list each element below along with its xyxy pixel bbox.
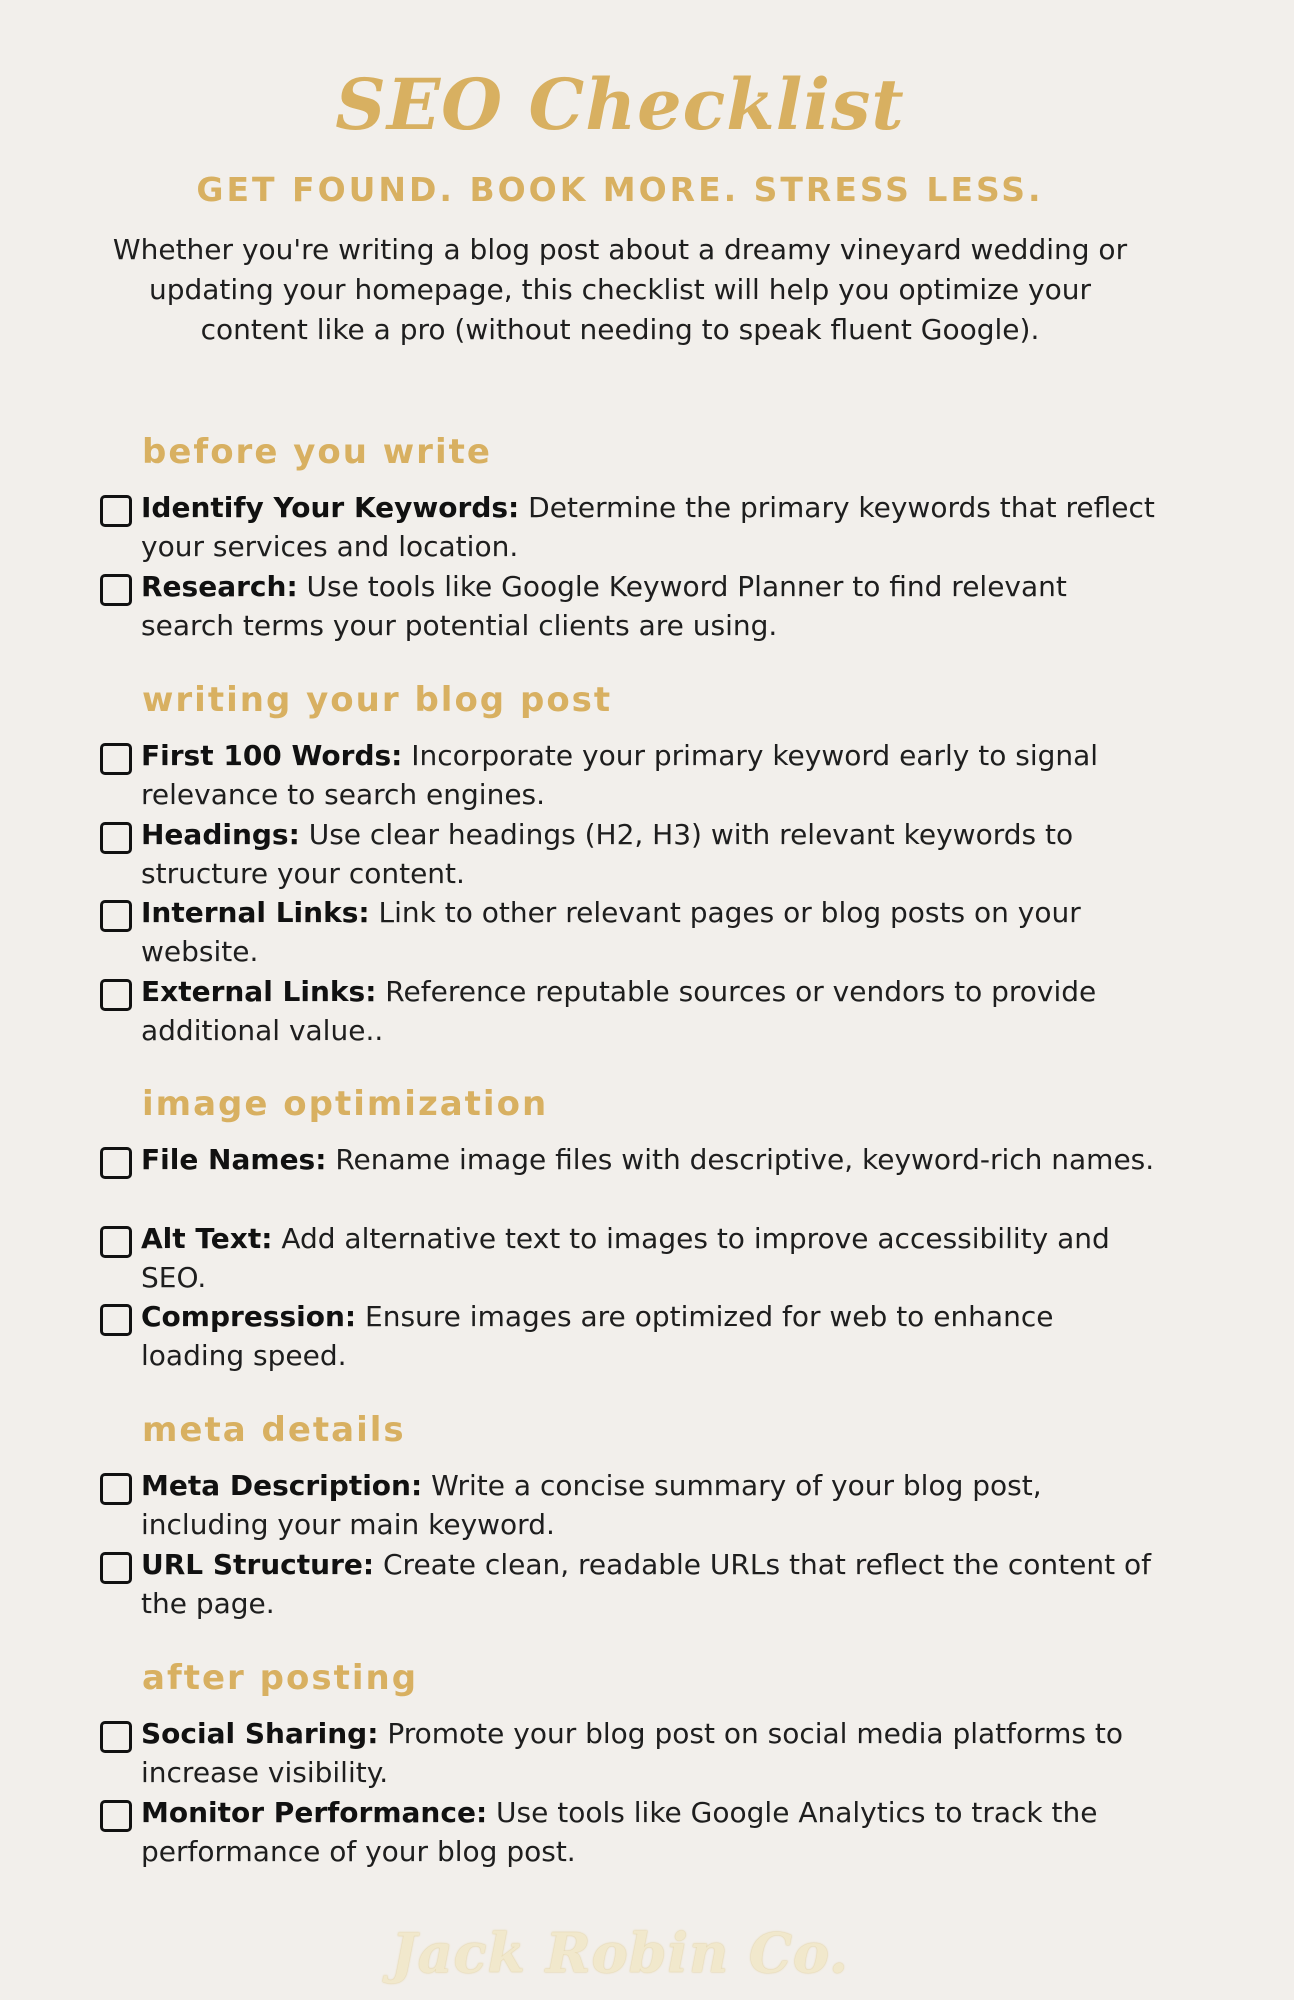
checklist-item-file-names bbox=[100, 1140, 1160, 1179]
checklist-item-description: Ensure images are optimized for web to enhance loading speed. bbox=[141, 1300, 1054, 1372]
checklist-item-label: Monitor Performance: bbox=[141, 1796, 488, 1829]
checklist-item-label: File Names: bbox=[141, 1143, 327, 1176]
checklist-item-text bbox=[141, 488, 1160, 566]
checklist-item-label: Internal Links: bbox=[141, 896, 370, 929]
checkbox[interactable] bbox=[100, 495, 132, 527]
checklist-item-label: Social Sharing: bbox=[141, 1717, 379, 1750]
checklist-item-text bbox=[141, 1140, 1160, 1179]
checklist-item-text bbox=[141, 893, 1160, 971]
checklist-item-label: Alt Text: bbox=[141, 1222, 273, 1255]
section-heading-meta-details: meta details bbox=[142, 1410, 406, 1450]
section-heading-writing-your-blog-post: writing your blog post bbox=[142, 680, 613, 720]
checklist-item-text bbox=[141, 567, 1160, 645]
section-heading-after-posting: after posting bbox=[142, 1658, 419, 1698]
page-title: SEO Checklist bbox=[335, 63, 905, 146]
checklist-item-meta-description bbox=[100, 1466, 1160, 1544]
checkbox[interactable] bbox=[100, 1226, 132, 1258]
checklist-item-description: Link to other relevant pages or blog posts on your website. bbox=[141, 896, 1081, 968]
checklist-item-label: Headings: bbox=[141, 818, 300, 851]
checklist-item-text bbox=[141, 1466, 1160, 1544]
checklist-item-text bbox=[141, 1714, 1160, 1792]
tagline: GET FOUND. BOOK MORE. STRESS LESS. bbox=[196, 170, 1044, 209]
checklist-item-external-links bbox=[100, 972, 1160, 1050]
checklist-item-alt-text bbox=[100, 1219, 1160, 1297]
checklist-item-label: URL Structure: bbox=[141, 1548, 375, 1581]
checklist-item-description: Use clear headings (H2, H3) with relevant keywords to structure your content. bbox=[141, 818, 1074, 890]
checkbox[interactable] bbox=[100, 574, 132, 606]
checklist-item-compression bbox=[100, 1297, 1160, 1375]
checkbox[interactable] bbox=[100, 743, 132, 775]
checklist-item-description: Determine the primary keywords that reflect your services and location. bbox=[141, 491, 1155, 563]
checklist-item-label: First 100 Words: bbox=[141, 739, 403, 772]
section-heading-before-you-write: before you write bbox=[142, 432, 492, 472]
checklist-item-label: Compression: bbox=[141, 1300, 357, 1333]
checklist-item-label: Identify Your Keywords: bbox=[141, 491, 520, 524]
brand-logo-text: Jack Robin Co. bbox=[391, 1921, 849, 1985]
checklist-item-text bbox=[141, 815, 1160, 893]
checkbox[interactable] bbox=[100, 822, 132, 854]
checklist-item-internal-links bbox=[100, 893, 1160, 971]
checklist-item-social-sharing bbox=[100, 1714, 1160, 1792]
checklist-item-research bbox=[100, 567, 1160, 645]
checklist-item-identify-keywords bbox=[100, 488, 1160, 566]
checkbox[interactable] bbox=[100, 979, 132, 1011]
checkbox[interactable] bbox=[100, 1552, 132, 1584]
checkbox[interactable] bbox=[100, 900, 132, 932]
checklist-item-text bbox=[141, 1545, 1160, 1623]
checklist-item-description: Reference reputable sources or vendors to provide additional value.. bbox=[141, 975, 1097, 1047]
checklist-item-description: Rename image files with descriptive, keyword-rich names. bbox=[326, 1143, 1155, 1176]
checkbox[interactable] bbox=[100, 1304, 132, 1336]
checklist-item-description: Incorporate your primary keyword early to signal relevance to search engines. bbox=[141, 739, 1099, 811]
checklist-item-text bbox=[141, 1219, 1160, 1297]
checklist-item-description: Promote your blog post on social media platforms to increase visibility. bbox=[141, 1717, 1124, 1789]
checklist-item-label: External Links: bbox=[141, 975, 377, 1008]
checklist-item-headings bbox=[100, 815, 1160, 893]
checkbox[interactable] bbox=[100, 1147, 132, 1179]
checklist-item-url-structure bbox=[100, 1545, 1160, 1623]
checklist-item-text bbox=[141, 972, 1160, 1050]
checkbox[interactable] bbox=[100, 1721, 132, 1753]
checklist-item-monitor-performance bbox=[100, 1793, 1160, 1871]
checklist-item-description: Use tools like Google Analytics to track the performance of your blog post. bbox=[141, 1796, 1098, 1868]
intro-paragraph: Whether you're writing a blog post about a dreamy vineyard wedding or updating your homepage, this checklist will help you optimize your content like a pro (without needing to speak fluent Google). bbox=[112, 233, 1128, 346]
checkbox[interactable] bbox=[100, 1800, 132, 1832]
checklist-item-text bbox=[141, 1793, 1160, 1871]
checklist-item-text bbox=[141, 736, 1160, 814]
checklist-item-label: Meta Description: bbox=[141, 1469, 423, 1502]
checklist-item-description: Create clean, readable URLs that reflect the content of the page. bbox=[141, 1548, 1151, 1620]
checklist-item-description: Add alternative text to images to improve accessibility and SEO. bbox=[141, 1222, 1110, 1294]
checklist-item-description: Use tools like Google Keyword Planner to find relevant search terms your potential clients are using. bbox=[141, 570, 1067, 642]
checklist-item-description: Write a concise summary of your blog post, including your main keyword. bbox=[141, 1469, 1042, 1541]
checklist-item-label: Research: bbox=[141, 570, 298, 603]
checkbox[interactable] bbox=[100, 1473, 132, 1505]
checklist-item-text bbox=[141, 1297, 1160, 1375]
section-heading-image-optimization: image optimization bbox=[142, 1084, 549, 1124]
checklist-item-first-100-words bbox=[100, 736, 1160, 814]
